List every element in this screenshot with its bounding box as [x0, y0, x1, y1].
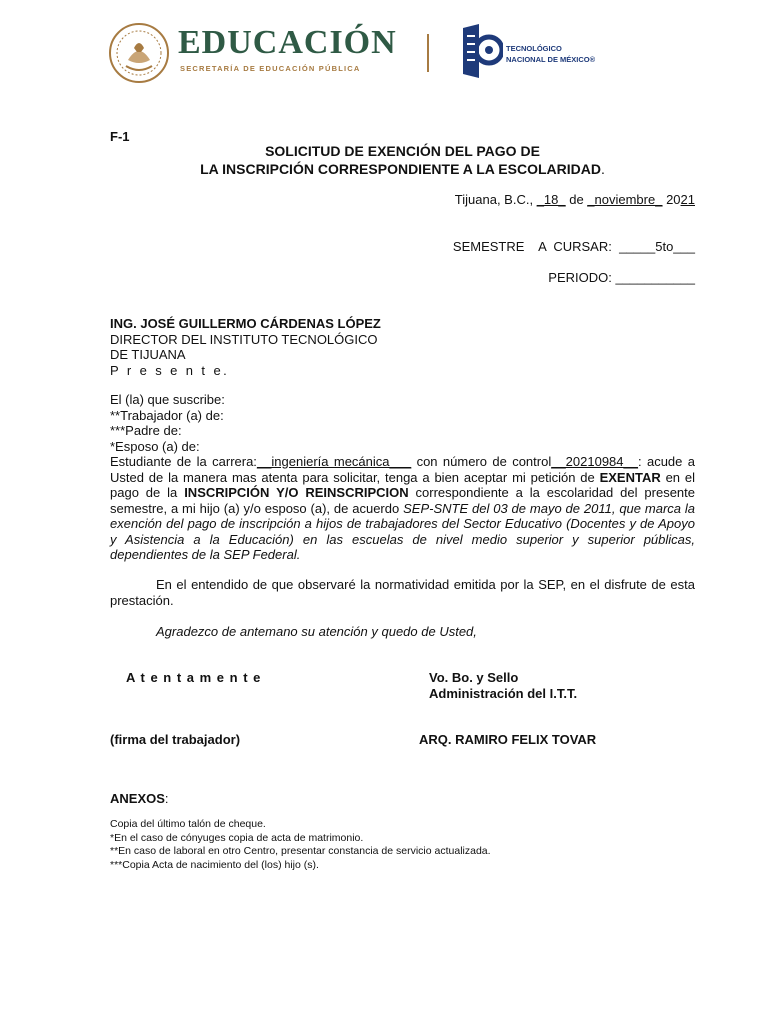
vobo-line-2: Administración del I.T.T. — [429, 685, 578, 701]
date-day: _18_ — [536, 192, 566, 207]
applicant-line-suscribe: El (la) que suscribe: — [110, 392, 225, 407]
inscripcion-keyword: INSCRIPCIÓN Y/O REINSCRIPCION — [184, 485, 409, 500]
header-divider — [427, 34, 429, 72]
date-month: _noviembre_ — [587, 192, 663, 207]
form-code: F-1 — [110, 129, 130, 144]
applicant-line-trabajador: **Trabajador (a) de: — [110, 407, 224, 423]
vobo-block — [429, 670, 577, 701]
request-text-1: Estudiante de la carrera: — [110, 454, 257, 469]
date-year-suffix: 21 — [680, 192, 695, 207]
request-text-3: : acude a Usted de la manera mas atenta para solicitar, tenga a bien aceptar mi petición de — [110, 454, 695, 485]
recipient-title: DIRECTOR DEL INSTITUTO TECNOLÓGICO — [110, 331, 378, 347]
atentamente-label: A t e n t a m e n t e — [126, 670, 262, 685]
semestre-label: SEMESTRE A CURSAR: — [452, 239, 620, 254]
tecnm-name — [506, 43, 595, 65]
semestre-value: _____5to___ — [619, 239, 695, 254]
control-number: __20210984__ — [551, 454, 638, 469]
admin-name: ARQ. RAMIRO FELIX TOVAR — [419, 732, 597, 747]
date-de: de — [565, 192, 588, 207]
periodo-line — [548, 270, 695, 285]
tecnm-logo-icon — [459, 22, 503, 80]
applicant-line-padre: ***Padre de: — [110, 423, 182, 438]
commitment-paragraph: En el entendido de que observaré la normatividad emitida por la SEP, en el disfrute de esta prestación. — [110, 577, 695, 608]
anexos-heading — [110, 791, 169, 806]
mexican-coat-of-arms-icon — [108, 22, 170, 84]
tecnm-line-2: NACIONAL DE MÉXICO® — [506, 55, 596, 64]
agency-subtitle: SECRETARÍA DE EDUCACIÓN PÚBLICA — [180, 64, 361, 73]
exentar-keyword: EXENTAR — [599, 469, 661, 485]
worker-signature-label: (firma del trabajador) — [110, 732, 241, 747]
recipient-location: DE TIJUANA — [110, 347, 186, 362]
date-year-prefix: 20 — [662, 192, 681, 207]
anexo-item: Copia del último talón de cheque. — [110, 818, 266, 830]
anexo-item: **En caso de laboral en otro Centro, presentar constancia de servicio actualizada. — [110, 845, 491, 857]
periodo-label: PERIODO: — [548, 270, 616, 285]
vobo-line-1: Vo. Bo. y Sello — [429, 670, 519, 685]
anexo-item: *En el caso de cónyuges copia de acta de matrimonio. — [110, 831, 364, 844]
city: Tijuana, B.C., — [454, 192, 537, 207]
agency-title: EDUCACIÓN — [178, 24, 397, 61]
form-title-line-1: SOLICITUD DE EXENCIÓN DEL PAGO DE — [265, 143, 540, 159]
form-title-period: . — [600, 161, 605, 177]
legal-reference: SEP-SNTE del 03 de mayo de 2011, que marca la exención del pago de inscripción a hijos de trabajadores del Sector Educativo (Docentes y de Apoyo y Asistencia a la Educación) en las escuelas de nivel medio superior y superior públicas, dependientes de la SEP Federal. — [110, 500, 696, 562]
recipient-presente: P r e s e n t e. — [110, 362, 230, 378]
request-text-4: en el pago de la — [110, 469, 695, 500]
applicant-line-esposo: *Esposo (a) de: — [110, 438, 200, 454]
form-title-line-2-text: LA INSCRIPCIÓN CORRESPONDIENTE A LA ESCOLARIDAD — [200, 161, 601, 177]
anexo-item: ***Copia Acta de nacimiento del (los) hijo (s). — [110, 858, 319, 871]
anexos-colon: : — [164, 791, 169, 806]
recipient-block — [110, 316, 695, 378]
applicant-block — [110, 392, 695, 454]
request-paragraph — [110, 454, 695, 563]
request-text-5: correspondiente a la escolaridad del presente semestre, a mi hijo (a) y/o esposo (a), de acuerdo — [110, 485, 696, 516]
request-text-2: con número de control — [411, 454, 552, 469]
tecnm-line-1: TECNOLÓGICO — [506, 44, 562, 53]
periodo-value: ___________ — [615, 270, 695, 285]
form-title-line-2 — [110, 161, 695, 177]
thanks-line: Agradezco de antemano su atención y quedo de Usted, — [156, 624, 477, 639]
anexos-list — [110, 818, 491, 872]
recipient-name: ING. JOSÉ GUILLERMO CÁRDENAS LÓPEZ — [110, 316, 381, 331]
semestre-line — [453, 239, 695, 254]
career-value: __ingeniería mecánica___ — [256, 454, 412, 469]
place-date — [455, 192, 695, 207]
anexos-heading-text: ANEXOS — [110, 791, 165, 806]
